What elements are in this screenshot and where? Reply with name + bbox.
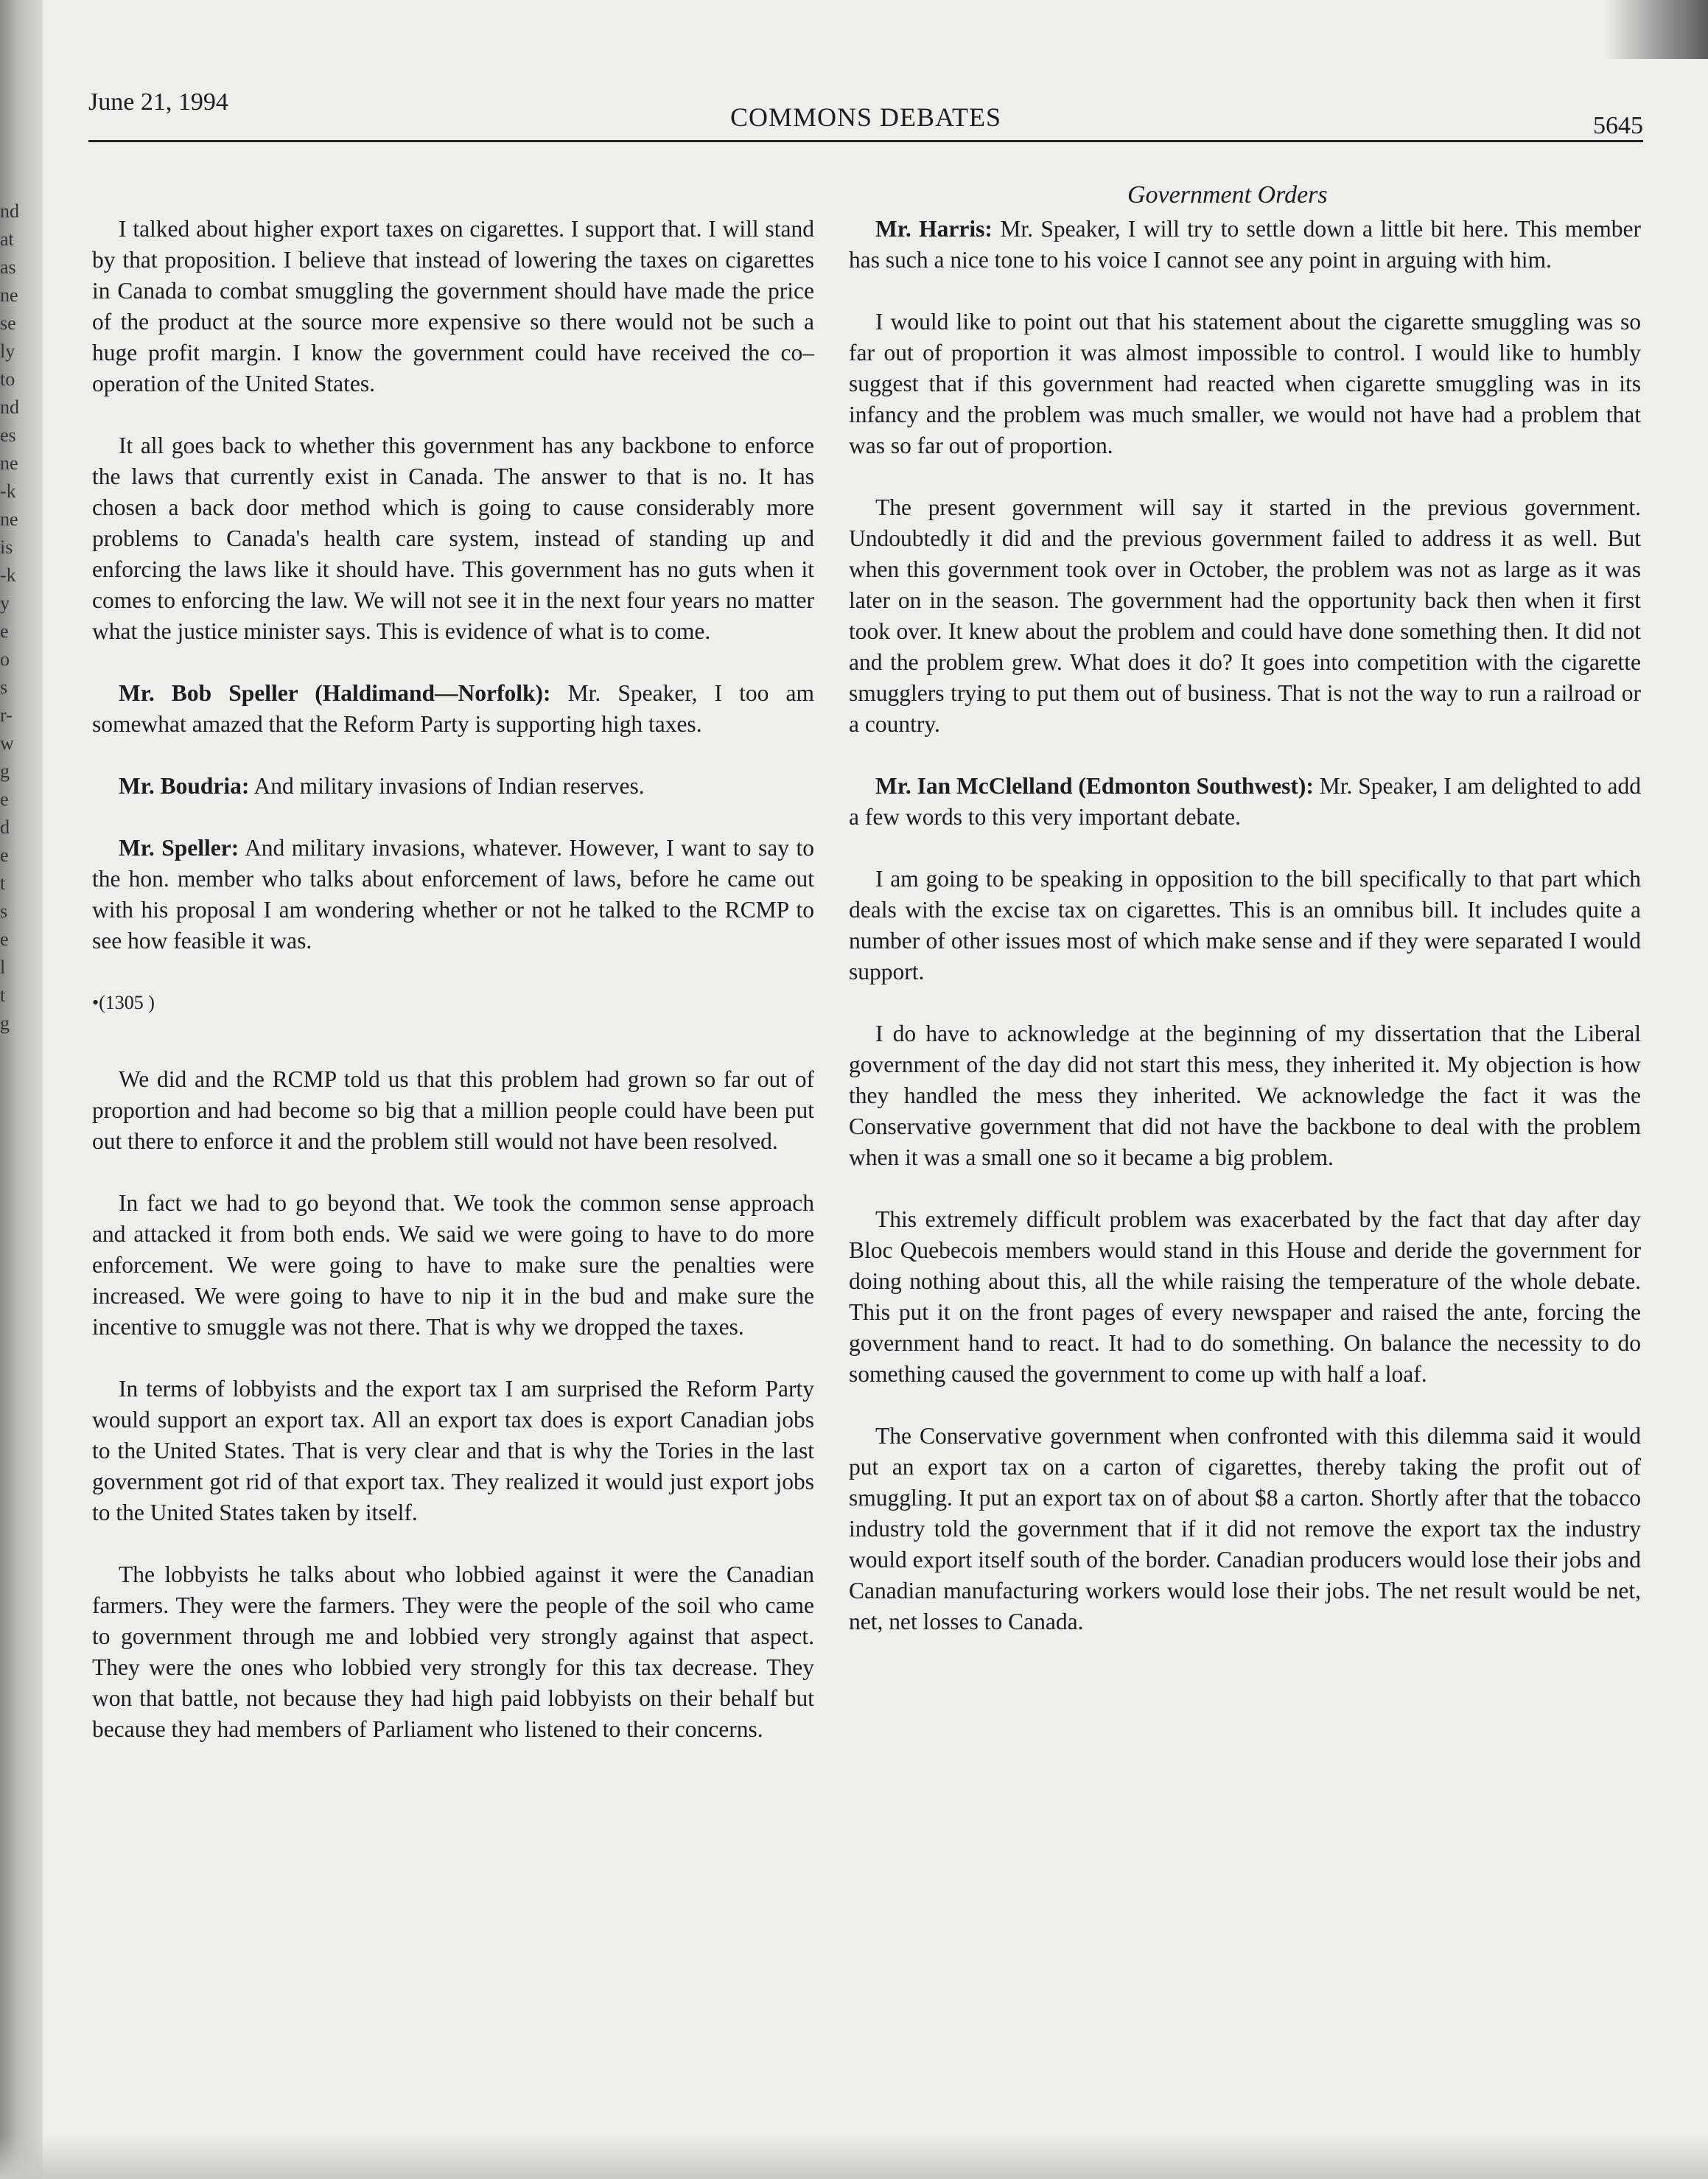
- facing-page-fragments: [0, 199, 22, 1039]
- header-title: COMMONS DEBATES: [729, 102, 1002, 132]
- margin-fragment: es: [0, 424, 16, 446]
- margin-fragment: ne: [0, 452, 18, 474]
- paragraph: [92, 430, 814, 647]
- paragraph: [92, 1374, 814, 1528]
- paragraph-text: We did and the RCMP told us that this problem had grown so far out of proportion and had become so big that a million people could have been put out there to enforce it and the problem still would not have been resolved.: [92, 1066, 814, 1154]
- margin-fragment: ne: [0, 508, 18, 530]
- margin-fragment: ly: [0, 340, 15, 362]
- paragraph-text: In fact we had to go beyond that. We took the common sense approach and attacked it from both ends. We said we were going to have to do more enforcement. We were going to have to make sure the penalties were increased. We were going to have to nip it in the bud and make sure the incentive to smuggle was not there. That is why we dropped the taxes.: [92, 1190, 814, 1340]
- section-label: Government Orders: [1127, 181, 1328, 209]
- speaker-name: Mr. Boudria:: [119, 773, 250, 799]
- paragraph-text: The present government will say it started in the previous government. Undoubtedly it did and the previous government failed to address it as well. But when this government took over in October, the problem was not as large as it was later on in the season. The government had the opportunity back then when it first took over. It knew about the problem and could have done something then. It did not and the problem grew. What does it do? It goes into competition with the cigarette smugglers trying to put them out of business. That is not the way to run a railroad or a country.: [849, 494, 1641, 737]
- margin-fragment: e: [0, 928, 9, 950]
- paragraph-text: And military invasions of Indian reserves.: [253, 773, 645, 799]
- page-header: [88, 81, 1643, 142]
- margin-fragment: g: [0, 760, 10, 782]
- paragraph: [849, 771, 1641, 833]
- paragraph: [92, 1188, 814, 1343]
- margin-fragment: -k: [0, 564, 16, 586]
- paragraph-text: Mr. Speaker, I am delighted to add a few words to this very important debate.: [849, 773, 1642, 830]
- paragraph-text: In terms of lobbyists and the export tax I am surprised the Reform Party would support an export tax. All an export tax does is export Canadian jobs to the United States. That is very clear and that is why the Tories in the last government got rid of that export tax. They realized it would just export jobs to the United States taken by itself.: [92, 1376, 814, 1525]
- margin-fragment: w: [0, 732, 14, 754]
- header-date: June 21, 1994: [88, 88, 228, 116]
- margin-fragment: t: [0, 872, 6, 894]
- paragraph: [92, 1064, 814, 1157]
- margin-fragment: e: [0, 844, 9, 866]
- margin-fragment: at: [0, 228, 14, 250]
- paragraph-text: This extremely difficult problem was exacerbated by the fact that day after day Bloc Quebecois members would stand in this House and deride the government for doing nothing about this, all the while raising the temperature of the whole debate. This put it on the front pages of every newspaper and raised the ante, forcing the government hand to react. It had to do something. On balance the necessity to do something caused the government to come up with half a loaf.: [849, 1206, 1641, 1387]
- margin-fragment: s: [0, 676, 8, 698]
- paragraph: [92, 214, 814, 399]
- margin-fragment: g: [0, 1012, 10, 1034]
- speaker-name: Mr. Speller:: [119, 835, 239, 861]
- margin-fragment: e: [0, 620, 9, 642]
- margin-fragment: ne: [0, 284, 18, 306]
- right-column: [849, 214, 1641, 1668]
- margin-fragment: nd: [0, 200, 19, 222]
- paragraph-text: The Conservative government when confronted with this dilemma said it would put an export tax on a carton of cigarettes, thereby taking the profit out of smuggling. It put an export tax on of about $8 a carton. Shortly after that the tobacco industry told the government that if it did not remove the export tax the industry would export itself south of the border. Canadian producers would lose their jobs and Canadian manufacturing workers would lose their jobs. The net result would be net, net, net losses to Canada.: [849, 1423, 1641, 1634]
- margin-fragment: y: [0, 592, 10, 614]
- paragraph: [92, 833, 814, 956]
- page-corner-shadow: [1605, 0, 1708, 59]
- paragraph: [849, 1204, 1641, 1390]
- margin-fragment: o: [0, 648, 10, 670]
- paragraph: [849, 214, 1641, 276]
- header-page-number: 5645: [1593, 112, 1643, 139]
- speaker-name: Mr. Ian McClelland (Edmonton Southwest):: [875, 773, 1314, 799]
- margin-fragment: is: [0, 536, 13, 558]
- paragraph-text: Mr. Speaker, I will try to settle down a little bit here. This member has such a nice tone to his voice I cannot see any point in arguing with him.: [849, 216, 1641, 273]
- page-bottom-shadow: [0, 2135, 1708, 2179]
- margin-fragment: to: [0, 368, 15, 390]
- margin-fragment: r-: [0, 704, 13, 726]
- paragraph-text: It all goes back to whether this government has any backbone to enforce the laws that currently exist in Canada. The answer to that is no. It has chosen a back door method which is going to cause considerably more problems to Canada's health care system, instead of standing up and enforcing the laws like it should have. This government has no guts when it comes to enforcing the law. We will not see it in the next four years no matter what the justice minister says. This is evidence of what is to come.: [92, 433, 814, 644]
- paragraph: [92, 771, 814, 802]
- paragraph: [849, 492, 1641, 740]
- margin-fragment: s: [0, 900, 8, 922]
- paragraph: [92, 1559, 814, 1745]
- margin-fragment: nd: [0, 396, 19, 418]
- margin-fragment: e: [0, 788, 9, 810]
- paragraph: [92, 678, 814, 740]
- speaker-name: Mr. Harris:: [875, 216, 993, 242]
- paragraph: [849, 864, 1641, 987]
- margin-fragment: -k: [0, 480, 16, 502]
- paragraph-text: I do have to acknowledge at the beginning of my dissertation that the Liberal government of the day did not start this mess, they inherited it. My objection is how they handled the mess they inherited. We acknowledge the fact it was the Conservative government that did not have the backbone to deal with the problem when it was a small one so it became a big problem.: [849, 1021, 1641, 1170]
- paragraph-text: I am going to be speaking in opposition to the bill specifically to that part which deals with the excise tax on cigarettes. This is an omnibus bill. It includes quite a number of other issues most of which make sense and if they were separated I would support.: [849, 866, 1641, 984]
- paragraph-text: I would like to point out that his statement about the cigarette smuggling was so far out of proportion it was almost impossible to control. I would like to humbly suggest that if this government had reacted when cigarette smuggling was in its infancy and the problem was much smaller, we would not have had a problem that was so far out of proportion.: [849, 309, 1641, 458]
- left-column: [92, 214, 814, 1776]
- time-stamp: •(1305 ): [92, 992, 155, 1013]
- paragraph-text: The lobbyists he talks about who lobbied against it were the Canadian farmers. They were the farmers. They were the people of the soil who came to government through me and lobbied very strongly against that aspect. They were the ones who lobbied very strongly for this tax decrease. They won that battle, not because they had high paid lobbyists on their behalf but because they had members of Parliament who listened to their concerns.: [92, 1561, 814, 1742]
- margin-fragment: t: [0, 984, 6, 1006]
- margin-fragment: as: [0, 256, 16, 278]
- paragraph-text: And military invasions, whatever. However, I want to say to the hon. member who talks about enforcement of laws, before he came out with his proposal I am wondering whether or not he talked to the RCMP to see how feasible it was.: [92, 835, 814, 954]
- margin-fragment: d: [0, 816, 10, 838]
- paragraph: [849, 307, 1641, 461]
- margin-fragment: l: [0, 956, 6, 978]
- margin-fragment: se: [0, 312, 16, 334]
- paragraph-text: I talked about higher export taxes on cigarettes. I support that. I will stand by that proposition. I believe that instead of lowering the taxes on cigarettes in Canada to combat smuggling the government should have made the price of the product at the source more expensive so there would not be such a huge profit margin. I know the government could have received the co–operation of the United States.: [92, 216, 814, 396]
- paragraph-text: Mr. Speaker, I too am somewhat amazed that the Reform Party is supporting high taxes.: [92, 680, 815, 737]
- paragraph: [849, 1421, 1641, 1637]
- paragraph: [849, 1018, 1641, 1173]
- speaker-name: Mr. Bob Speller (Haldimand—Norfolk):: [119, 680, 551, 706]
